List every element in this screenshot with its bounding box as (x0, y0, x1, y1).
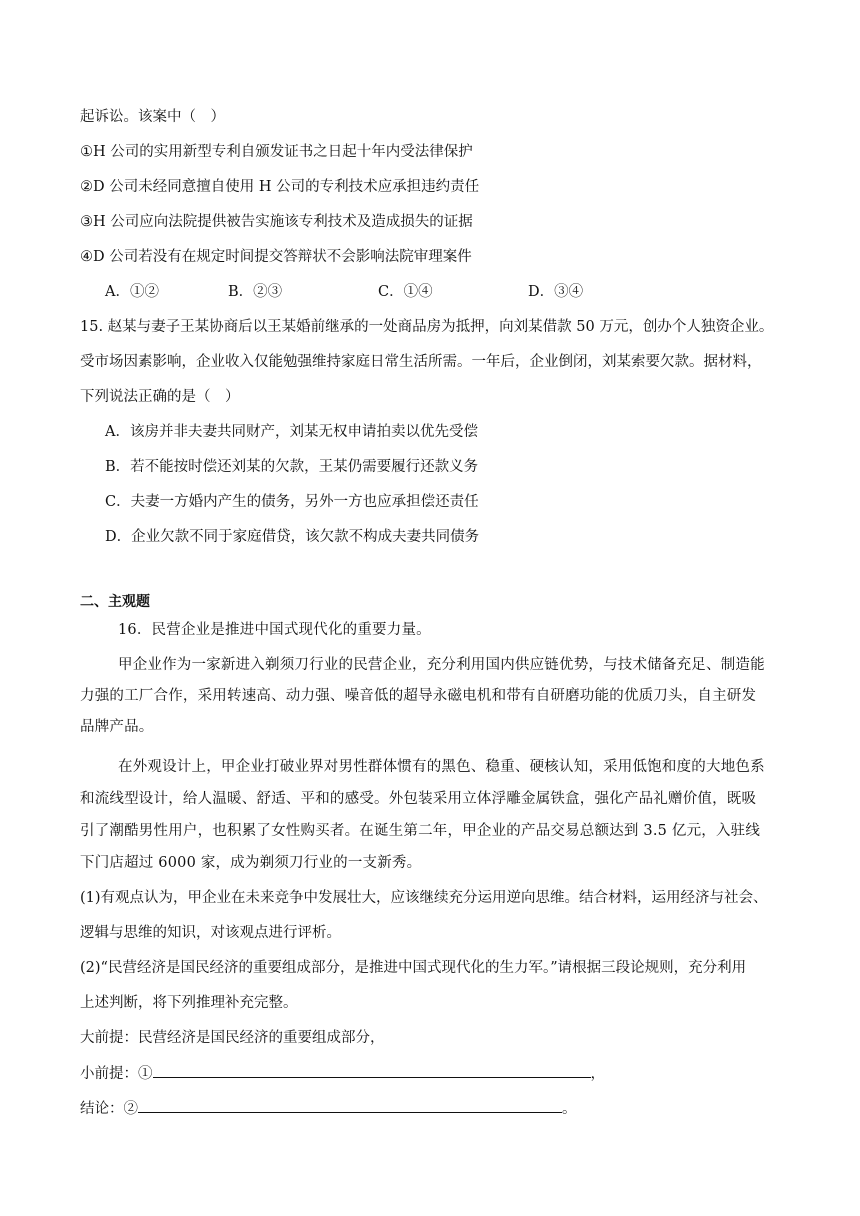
q16-para1-line-1: 甲企业作为一家新进入剃须刀行业的民营企业，充分利用国内供应链优势，与技术储备充足、制造能 (118, 657, 765, 673)
q16-para1-line-3: 品牌产品。 (80, 719, 154, 735)
minor-premise-label: 小前提：① (80, 1066, 153, 1082)
q14-option-c: C．①④ (378, 284, 433, 300)
q16-sub2-line-2: 上述判断，将下列推理补充完整。 (80, 995, 298, 1011)
q16-para2-line-4: 下门店超过 6000 家，成为剃须刀行业的一支新秀。 (80, 855, 422, 871)
q15-stem-line-2: 受市场因素影响，企业收入仅能勉强维持家庭日常生活所需。一年后，企业倒闭，刘某索要欠款。据材料， (80, 354, 762, 370)
conclusion-end: 。 (562, 1101, 577, 1117)
major-premise: 大前提：民营经济是国民经济的重要组成部分， (80, 1030, 385, 1046)
q14-statement-1: ①H 公司的实用新型专利自颁发证书之日起十年内受法律保护 (80, 144, 473, 160)
q14-option-d: D．③④ (528, 284, 584, 300)
minor-premise-end: ， (590, 1066, 605, 1082)
q15-option-a: A．该房并非夫妻共同财产，刘某无权申请拍卖以优先受偿 (105, 424, 478, 440)
q15-option-d: D．企业欠款不同于家庭借贷，该欠款不构成夫妻共同债务 (105, 529, 480, 545)
q16-para2-line-2: 和流线型设计，给人温暖、舒适、平和的感受。外包装采用立体浮雕金属铁盒，强化产品礼赠价值，既吸 (80, 791, 757, 807)
conclusion-blank[interactable] (138, 1098, 562, 1113)
q14-statement-3: ③H 公司应向法院提供被告实施该专利技术及造成损失的证据 (80, 214, 473, 230)
q14-option-b: B．②③ (228, 284, 283, 300)
q14-statement-4: ④D 公司若没有在规定时间提交答辩状不会影响法院审理案件 (80, 249, 472, 265)
q14-statement-2: ②D 公司未经同意擅自使用 H 公司的专利技术应承担违约责任 (80, 179, 480, 195)
section-heading: 二、主观题 (80, 594, 150, 610)
q16-para1-line-2: 力强的工厂合作，采用转速高、动力强、噪音低的超导永磁电机和带有自研磨功能的优质刀头，自主研发 (80, 688, 757, 704)
q14-stem-end: 起诉讼。该案中（ ） (80, 109, 225, 125)
q15-stem-line-3: 下列说法正确的是（ ） (80, 389, 240, 405)
q16-sub2-line-1: (2)“民营经济是国民经济的重要组成部分，是推进中国式现代化的生力军。”请根据三段论规则，充分利用 (80, 960, 747, 976)
conclusion-row (80, 1098, 577, 1119)
q15-option-c: C．夫妻一方婚内产生的债务，另外一方也应承担偿还责任 (105, 494, 479, 510)
q16-sub1-line-1: (1)有观点认为，甲企业在未来竞争中发展壮大，应该继续充分运用逆向思维。结合材料，运用经济与社会、 (80, 890, 768, 906)
minor-premise-row (80, 1063, 605, 1084)
q16-para2-line-3: 引了潮酷男性用户，也积累了女性购买者。在诞生第二年，甲企业的产品交易总额达到 3.5 亿元，入驻线 (80, 823, 761, 839)
q15-option-b: B．若不能按时偿还刘某的欠款，王某仍需要履行还款义务 (105, 459, 479, 475)
q16-sub1-line-2: 逻辑与思维的知识，对该观点进行评析。 (80, 925, 341, 941)
minor-premise-blank[interactable] (153, 1063, 591, 1078)
q16-intro: 16．民营企业是推进中国式现代化的重要力量。 (118, 622, 431, 638)
q16-para2-line-1: 在外观设计上，甲企业打破业界对男性群体惯有的黑色、稳重、硬核认知，采用低饱和度的大地色系 (118, 759, 765, 775)
q15-stem-line-1: 15. 赵某与妻子王某协商后以王某婚前继承的一处商品房为抵押，向刘某借款 50 万元，创办个人独资企业。 (80, 319, 774, 335)
q14-option-a: A．①② (105, 284, 159, 300)
conclusion-label: 结论：② (80, 1101, 138, 1117)
